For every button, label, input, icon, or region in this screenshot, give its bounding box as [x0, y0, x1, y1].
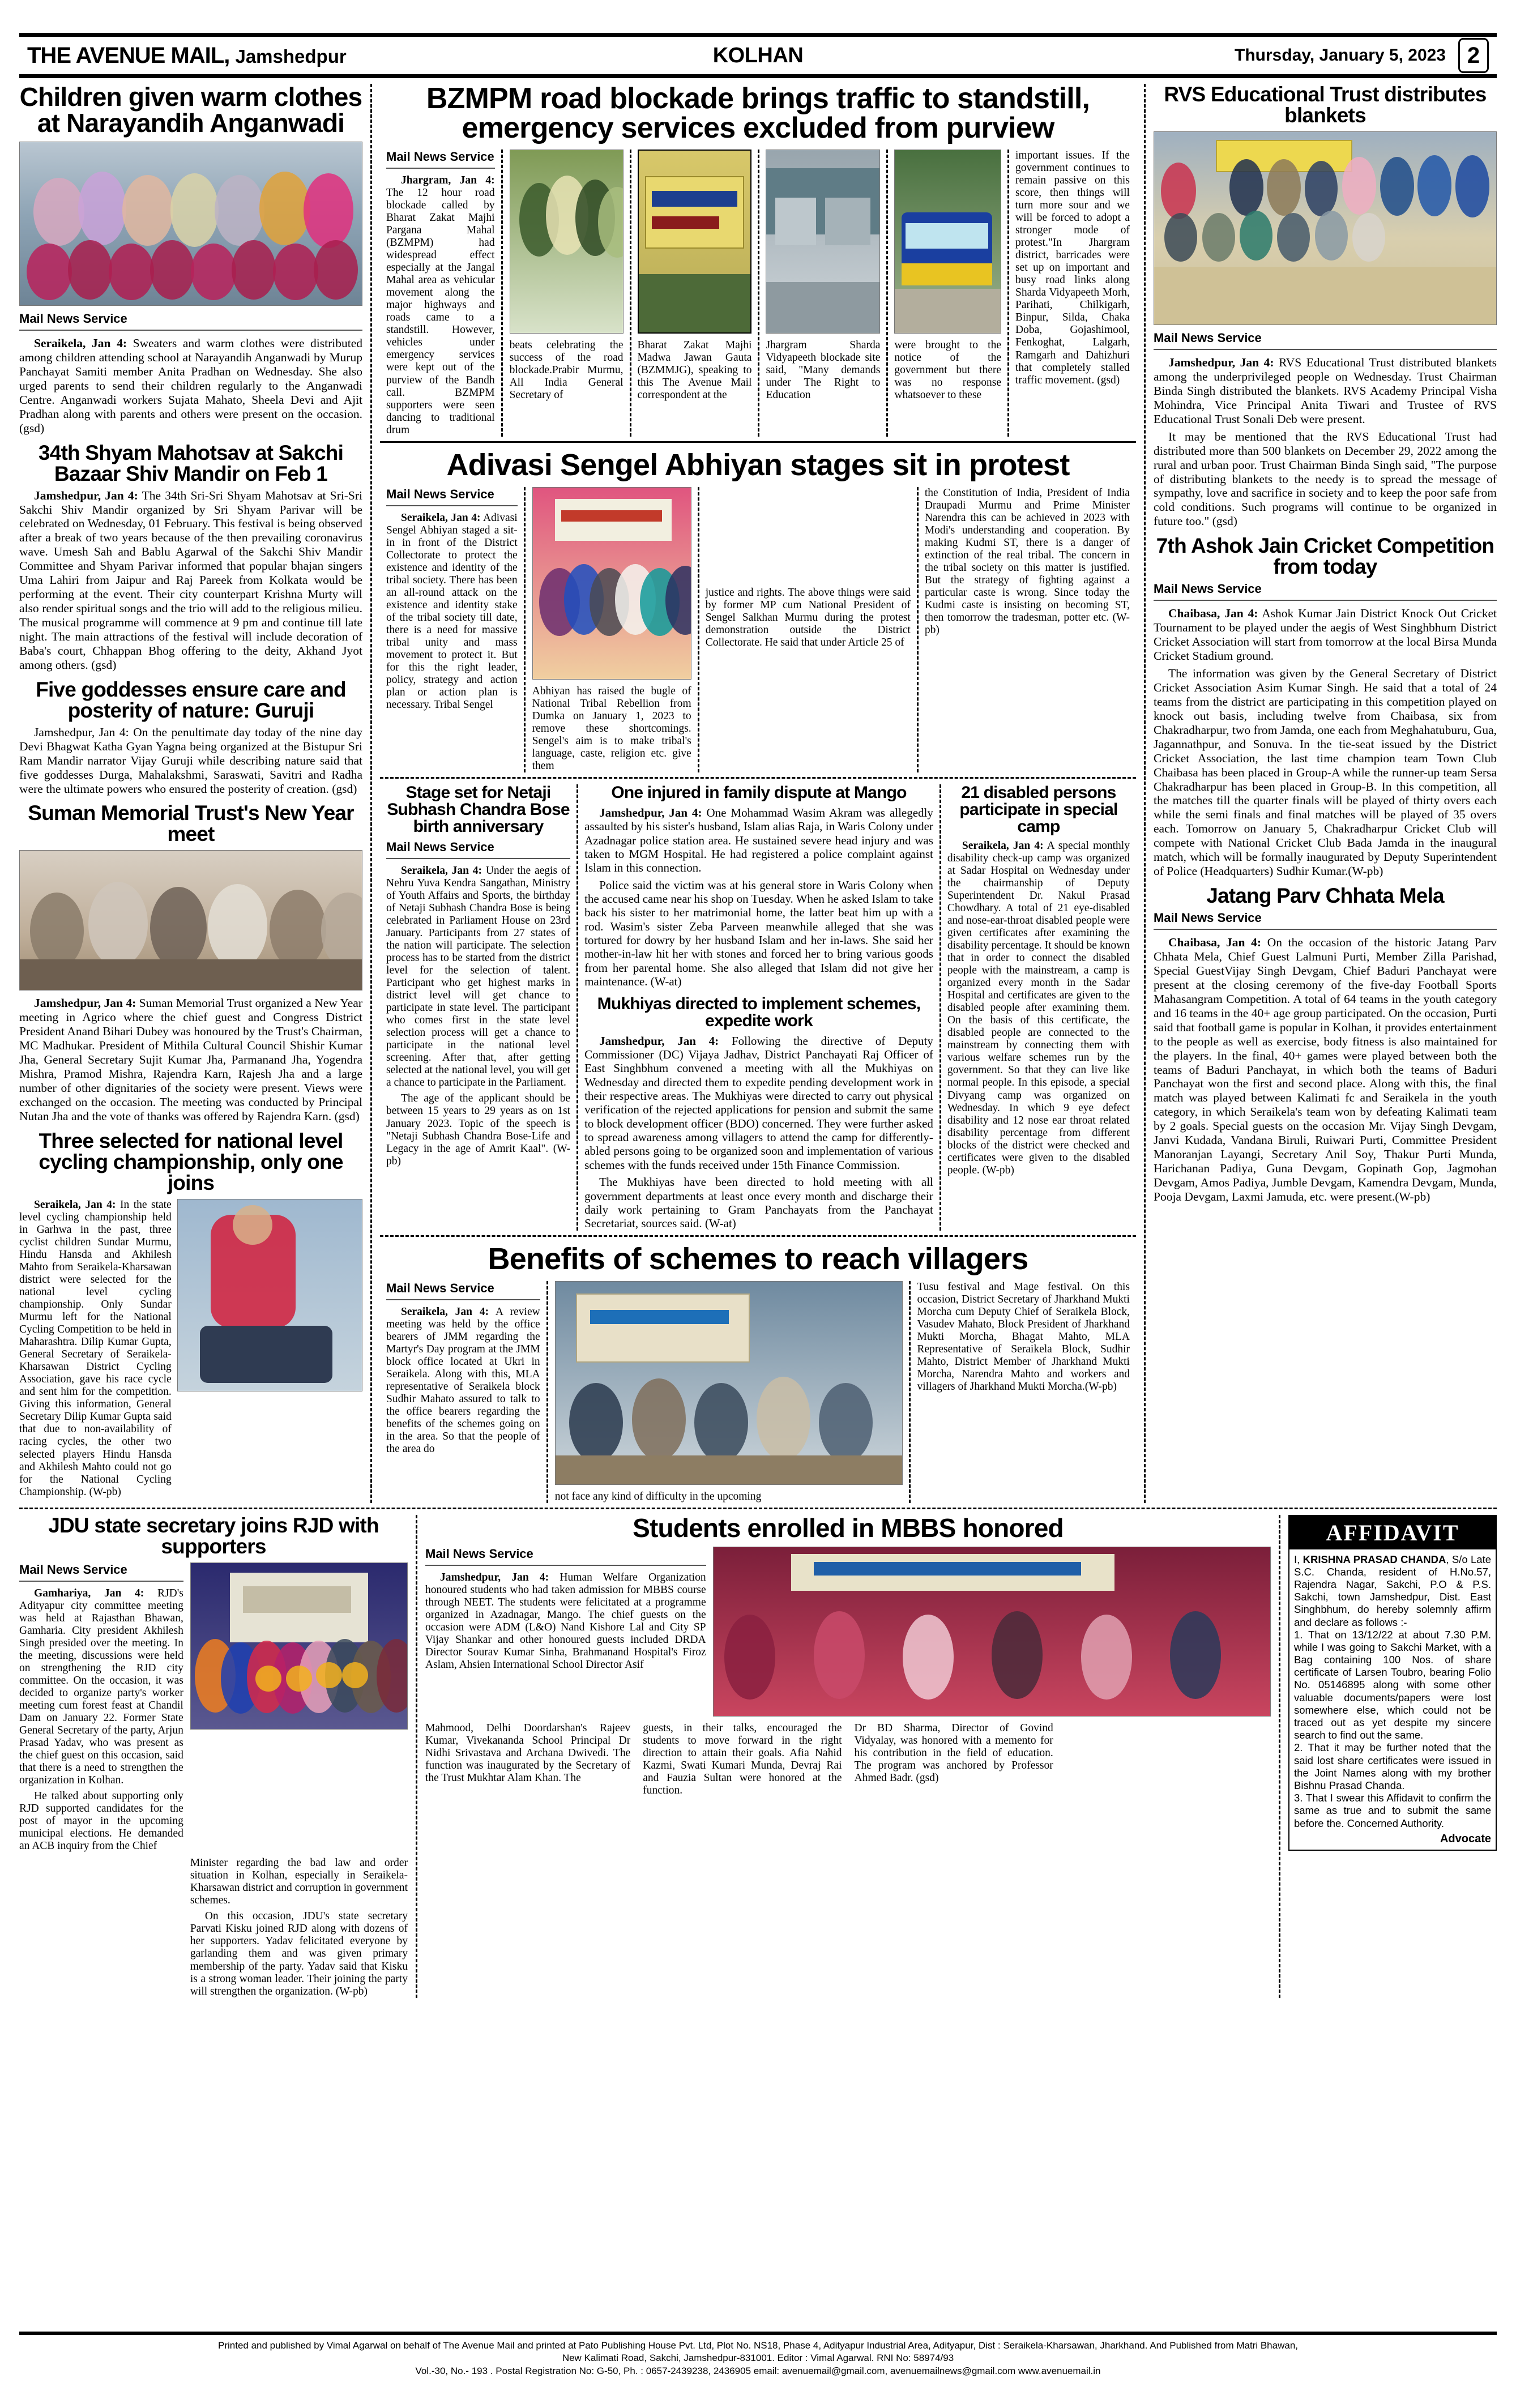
- mbbs-continuation-columns: [425, 1722, 1271, 1797]
- byline-cricket: Mail News Service: [1154, 582, 1262, 596]
- bottom-section: [19, 1508, 1497, 1998]
- headline-cycling: Three selected for national level cycling championship, only one joins: [39, 1129, 343, 1194]
- affidavit-column: [1280, 1515, 1497, 1998]
- body-text: Adivasi Sengel Abhiyan staged a sit-in in front of the District Collectorate to protect the existence and identity of the tribal society. There has been an all-round attack on the existence and identity stake of the tribal society till date, there is a need for massive tribal unity and mass movement to protect it. But for this the right leader, policy, strategy and action plan or action plan is necessary. Tribal Sengel: [386, 511, 518, 711]
- body-text: RVS Educational Trust distributed blankets among the underprivileged people on Wednesday. Trust Chairman Binda Singh distributed the blankets. RVS Academy Principal Visha Mohindra, Vice Principal Anita Tiwari and Trustee of RVS Educational Trust Sonali Deb were present.: [1154, 356, 1497, 426]
- body-benefits-col1: [386, 1306, 540, 1455]
- byline-jdu: Mail News Service: [19, 1562, 127, 1577]
- body-text: One Mohammad Wasim Akram was allegedly assaulted by his sister's husband, Islam alias Raja, in Waris Colony under Azadnagar police station area. He sustained severe head injury and was taken to MGM Hospital. He had registered a police complaint against Islam in this connection.: [584, 805, 933, 875]
- dateline-suman-memorial: Jamshedpur, Jan 4:: [34, 996, 136, 1010]
- body-adivasi-col4: the Constitution of India, President of India Draupadi Murmu and Prime Minister Narendra this can be achieved in 2023 with Modi's understanding and cooperation. By making Kudmi ST, there is a danger of extinction of the real tribal. The concern in the tribal society on this matter is justified. But the strategy of fighting against a particular caste is wrong. Since today the Kudmi caste is insisting on becoming ST, then tomorrow the tradesman, potter etc. (W-pb): [924, 486, 1130, 636]
- body-netaji: [386, 865, 570, 1090]
- masthead: [19, 33, 1497, 78]
- body-text: Under the aegis of Nehru Yuva Kendra Sangathan, Ministry of Youth Affairs and Sports, the birthday of Netaji Subhash Chandra Bose is being celebrated in Parliament House on 23rd January. Participants from 27 states of the nation will participate. The selection process has to be started from the district level for the selection of talent. Participant who get highest marks in district level will get chance to participate in state level. The participant who comes first in the state level selection process will get a chance to participate in the national level screening. After that, after getting selected at the national level, you will get a chance to participate in the Parliament.: [386, 864, 571, 1089]
- byline-adivasi: Mail News Service: [386, 486, 494, 501]
- dateline-warm-clothes: Seraikela, Jan 4:: [34, 336, 127, 350]
- headline-mango-injury: One injured in family dispute at Mango: [611, 783, 907, 802]
- body-shyam-mahotsav: [19, 489, 362, 672]
- body-text: On the penultimate day today of the nine day Devi Bhagwat Katha Gyan Yagna being organized at the Bistupur Sri Ram Mandir narrator Vijay Guruji while describing nature said that five goddesses Durga, Mahalakshmi, Saraswati, Savitri and Radha were the ultimate powers who ensured the posterity of creation. (gsd): [19, 725, 362, 796]
- affidavit-point-1: 1. That on 13/12/22 at about 7.30 P.M. while I was going to Sakchi Market, with a Bag containing 100 Nos. of share certificate of Larsen Toubro, bearing Folio No. 05146895 along with some other valuable documents/papers were lost somewhere else, which could not be traced out as yet despite my sincere search to find out the same.: [1294, 1628, 1491, 1741]
- dateline-rvs: Jamshedpur, Jan 4:: [1168, 356, 1274, 369]
- byline-rule: [386, 1299, 540, 1300]
- body-jdu-col1: [19, 1587, 183, 1787]
- photo-bzmpm-banner: [638, 150, 752, 334]
- dateline-cycling: Seraikela, Jan 4:: [34, 1198, 116, 1211]
- affidavit-point-3: 3. That I swear this Affidavit to confirm the same as true and to submit the same before the. Concerned Authority.: [1294, 1792, 1491, 1829]
- body-mukhiyas-2: The Mukhiyas have been directed to hold meeting with all government departments at least once every month and discharge their daily work pertaining to Gram Panchayats from the Panchayat Secretariat, sources said. (W-at): [584, 1175, 933, 1231]
- jdu-article-block: [19, 1515, 416, 1998]
- affidavit-box: [1288, 1515, 1497, 1851]
- body-jdu-col1b: He talked about supporting only RJD supported candidates for the post of mayor in the upcoming municipal elections. He demanded an ACB inquiry from the Chief: [19, 1790, 183, 1852]
- body-disabled-camp: [947, 840, 1130, 1177]
- headline-benefits: Benefits of schemes to reach villagers: [488, 1241, 1028, 1276]
- body-text: The 34th Sri-Sri Shyam Mahotsav at Sri-Sri Sakchi Shiv Mandir organized by Sri Shyam Parivar will be celebrated on Wednesday, 01 February. This festival is being observed after a break of two years because of the then prevailing coronavirus wave. Umesh Sah and Bablu Agarwal of the Sakchi Shiv Mandir Committee and Shyam Parivar informed that popular bhajan singers Uma Lahiri from Jaipur and Raj Pareek from Kolkata would be performing at the event. Their city counterpart Krishna Murty will also render spiritual songs and the trio will add to the religious milieu. The musical programme will commence at 9 pm and continue till late night. The main attractions of the festival will include decoration of Baba's court, Chhappan Bhog offering to the deity, Akhand Jyot among others. (gsd): [19, 488, 362, 672]
- byline-jatang: Mail News Service: [1154, 911, 1262, 925]
- left-column: [19, 84, 370, 1503]
- headline-adivasi: Adivasi Sengel Abhiyan stages sit in protest: [446, 447, 1070, 482]
- headline-jdu: JDU state secretary joins RJD with supporters: [48, 1513, 379, 1558]
- dateline-cricket: Chaibasa, Jan 4:: [1168, 607, 1258, 621]
- byline-rule: [1154, 600, 1497, 601]
- body-bzmpm-col2: beats celebrating the success of the road blockade.Prabir Murmu, All India General Secretary of: [509, 339, 624, 402]
- dateline-jdu: Gamhariya, Jan 4:: [34, 1587, 144, 1599]
- byline-bzmpm: Mail News Service: [386, 150, 494, 164]
- affidavit-point-2: 2. That it may be further noted that the said lost share certificates were issued in the Joint Names along with my brother Bishnu Prasad Chanda.: [1294, 1741, 1491, 1791]
- photo-blocked-road: [766, 150, 880, 334]
- newspaper-name: THE AVENUE MAIL,: [27, 42, 230, 68]
- headline-warm-clothes: Children given warm clothes at Narayandih Anganwadi: [19, 82, 362, 138]
- body-adivasi-col1: [386, 512, 518, 712]
- body-bzmpm-col1: [386, 174, 495, 437]
- byline-rule: [425, 1565, 706, 1566]
- body-text: Sweaters and warm clothes were distributed among children attending school at Narayandih Anganwadi by Murup Panchayat Samiti member Anita Pradhan on Wednesday. She also urged parents to send their children regularly to the Anganwadi Centre. Anganwadi workers Sujata Mahato, Sheela Devi and Ajit Pradhan along with parents and others were present on the occasion. (gsd): [19, 336, 363, 435]
- body-jdu-col2b: On this occasion, JDU's state secretary Parvati Kisku joined RJD along with dozens of her supporters. Yadav felicitated everyone by garlanding them and was given primary membership of the party. Yadav said that Kisku is a strong woman leader. Their joining the party will strengthen the organization. (W-pb): [190, 1910, 408, 1997]
- photo-bandh-supporters: [510, 150, 624, 334]
- body-jdu-col2: Minister regarding the bad law and order situation in Kolhan, especially in Seraikela-Kharsawan district and corruption in government schemes.: [190, 1857, 408, 1907]
- photo-suman-memorial-meet: [19, 850, 362, 990]
- dateline-benefits: Seraikela, Jan 4:: [401, 1305, 489, 1318]
- body-warm-clothes: [19, 336, 362, 436]
- footer-line-1: Printed and published by Vimal Agarwal on behalf of The Avenue Mail and printed at Pato Publishing House Pvt. Ltd, Plot No. NS18, Phase 4, Adityapur Industrial Area, Adityapur, Dist : Seraikela-Kharsawan, Jharkhand. And Published from Matri Bhawan,: [217, 2339, 1298, 2351]
- dateline-disabled-camp: Seraikela, Jan 4:: [962, 839, 1044, 852]
- headline-shyam-mahotsav: 34th Shyam Mahotsav at Sakchi Bazaar Shiv Mandir on Feb 1: [38, 441, 344, 485]
- affidavit-intro-post: , S/o Late S.C. Chanda, resident of H.No.57, Rajendra Nagar, Sakchi, P.O & P.S. Sakchi, town Jamshedpur, Dist. East Singhbhum, do hereby solemnly affirm and declare as follows :-: [1294, 1553, 1491, 1628]
- masthead-section: KOLHAN: [712, 43, 804, 67]
- adivasi-article-block: [380, 487, 1136, 772]
- affidavit-intro-pre: I,: [1294, 1553, 1300, 1565]
- page-number-badge: 2: [1458, 38, 1489, 73]
- affidavit-signature: Advocate: [1440, 1832, 1491, 1845]
- body-suman-memorial: [19, 996, 362, 1123]
- dateline-netaji: Seraikela, Jan 4:: [401, 864, 482, 877]
- body-netaji-2: The age of the applicant should be between 15 years to 29 years as on 1st January 2023. Topic of the speech is "Netaji Subhash Chandra Bose-Life and Legacy in the age of Amrit Kaal". (W-pb): [386, 1092, 571, 1167]
- body-bzmpm-col6: important issues. If the government continues to remain passive on this score, then things will turn more sour and we will be forced to adopt a stronger mode of protest."In Jhargram district, barricades were set up on important and busy road links along Sharda Vidyapeeth Morh, Parihati, Chilkigarh, Binpur, Silda, Chaka Doba, Gojashimool, Fenkoghat, Lalgarh, Ramgarh and Dahizhuri that completely stalled traffic movement. (gsd): [1015, 150, 1130, 386]
- headline-mukhiyas: Mukhiyas directed to implement schemes, expedite work: [597, 994, 921, 1030]
- affidavit-intro: [1294, 1553, 1491, 1629]
- page-footer: [19, 2332, 1497, 2377]
- dateline-mukhiyas: Jamshedpur, Jan 4:: [599, 1034, 719, 1048]
- body-adivasi-col2: Abhiyan has raised the bugle of National Tribal Rebellion from Dumka on January 1, 2023 to remove these shortcomings. Sengel's aim is to make tribal's language, caste, religion etc. give them: [532, 685, 691, 772]
- body-five-goddesses: [19, 725, 362, 796]
- headline-rvs: RVS Educational Trust distributes blankets: [1164, 83, 1487, 127]
- cycling-article-block: [19, 1199, 362, 1498]
- headline-five-goddesses: Five goddesses ensure care and posterity of nature: Guruji: [36, 677, 346, 722]
- headline-disabled-camp: 21 disabled persons participate in special camp: [959, 783, 1118, 836]
- dateline-mango-injury: Jamshedpur, Jan 4:: [599, 805, 702, 819]
- byline-netaji: Mail News Service: [386, 839, 494, 854]
- dateline-bzmpm: Jhargram, Jan 4:: [401, 174, 495, 186]
- body-cricket-2: The information was given by the General Secretary of District Cricket Association Asim Kumar Singh. He said that a total of 24 teams from the district are participating in this competition played on knock out basis, including twelve from Chaibasa, six from Chakradharpur, two from Jamda, one each from Meghahatuburu, Gua, Jagannathpur, and Sonuva. In the tie-seat issued by the District Cricket Association, the last time champion team Town Club Chaibasa has been placed in Group-A while the runner-up team Sersa Chakradharpur has been placed in Group-B. In this competition, all the matches till the quarter finals will be played of thirty overs each while the semi finals and final matches will be played of 35 overs each. Tomorrow on January 5, Chakradharpur Cricket Club will compete with National Cricket Club Bada Jamda in the inaugural match, which will be formally inaugurated by Deputy Superintendent of Police (Headquarters) Sudhir Kumar.(W-pb): [1154, 667, 1497, 878]
- byline-rule: [1154, 349, 1497, 350]
- affidavit-deponent-name: KRISHNA PRASAD CHANDA: [1303, 1553, 1446, 1565]
- bzmpm-article-block: [380, 150, 1136, 437]
- body-cricket: [1154, 607, 1497, 663]
- byline-rule: [19, 1581, 183, 1582]
- affidavit-title: AFFIDAVIT: [1289, 1516, 1496, 1549]
- body-text: On the occasion of the historic Jatang Parv Chhata Mela, Chief Guest Lalmuni Purti, Member Zilla Parishad, Special GuestVijay Singh Devgam, Chief Baduri Panchayat were present at the closing ceremony of the five-day Football Sports Mahasangram Competition. A total of 64 teams in the youth category and 16 teams in the 40+ age group participated. On the occasion, Purti said that football game is popular in Kolhan, it provides entertainment to the people as well as exercise, body fitness is also maintained for the players. In the final, 40+ games were played between both the teams of Baduri Panchayat, in which both the teams of Baduri Panchayat won the first and second place. Along with this, the final match was played between Kalimati fc and Seraikela in the youth category, in which Seraikela's team won by defeating Kalimati team by 2 goals. Special guests on the occasion Mr. Vijay Singh Devgam, Janvi Kudada, Vandana Biruli, Ruiwari Purti, Committee President Manoranjan Layangi, Secretary Anil Soy, Thakur Purti Munda, Harichanan Padiya, Guna Devgam, Gopinath Gop, Jagmohan Devgam, Amos Padiya, Jumble Devgam, Kamendra Devgam, Munda, Pooja Devgam, Laxmi Jamuda, etc. were present.(W-pb): [1154, 936, 1497, 1203]
- byline-mbbs: Mail News Service: [425, 1546, 533, 1561]
- photo-rjd-meeting: [190, 1562, 408, 1730]
- body-mbbs-col4: Dr BD Sharma, Director of Govind Vidyalay, was honored with a memento for his contribution in the field of education. The program was anchored by Professor Ahmed Badr. (gsd): [854, 1722, 1053, 1784]
- body-jatang: [1154, 936, 1497, 1204]
- masthead-city: Jamshedpur: [235, 45, 347, 67]
- headline-mbbs: Students enrolled in MBBS honored: [633, 1513, 1064, 1543]
- body-mbbs-col2: Mahmood, Delhi Doordarshan's Rajeev Kumar, Vivekananda School Principal Dr Nidhi Srivastava and Archana Dwivedi. The function was inaugurated by the Secretary of the Trust Mukhtar Alam Khan. The: [425, 1722, 631, 1784]
- photo-sengel-protest: [532, 487, 691, 680]
- byline-rule: [386, 858, 570, 859]
- byline-warm-clothes: Mail News Service: [19, 311, 127, 326]
- footer-rule: [19, 2332, 1497, 2335]
- affidavit-body: [1289, 1549, 1496, 1850]
- body-cycling-col1: [19, 1199, 172, 1498]
- body-mbbs-col3: guests, in their talks, encouraged the students to move forward in the right direction to attain their goals. Afia Nahid Kazmi, Swati Kumari Munda, Devraj Rai and Fauzia Sultan were honored at the function.: [643, 1722, 842, 1796]
- footer-line-2: New Kalimati Road, Sakchi, Jamshedpur-831001. Editor : Vimal Agarwal. RNI No: 58974/93: [562, 2353, 954, 2364]
- dateline-mbbs: Jamshedpur, Jan 4:: [440, 1571, 549, 1583]
- photo-rvs-blanket-distribution: [1154, 131, 1497, 325]
- body-benefits-col3: Tusu festival and Mage festival. On this occasion, District Secretary of Jharkhand Mukti Morcha cum Deputy Chief of Seraikela Block, Vasudev Mahato, Block President of Jharkhand Mukti Morcha, Bhagat Mahto, MLA Representative of Seraikela Block, Sudhir Mahto, District Member of Jharkhand Mukti Morcha, Narendra Mahto and workers and villagers of Jharkhand Mukti Morcha.(W-pb): [917, 1280, 1130, 1393]
- dateline-jatang: Chaibasa, Jan 4:: [1168, 936, 1262, 950]
- newspaper-page: [0, 33, 1516, 2408]
- headline-bzmpm: BZMPM road blockade brings traffic to standstill, emergency services excluded from purview: [426, 82, 1090, 144]
- body-mango-injury: [584, 806, 933, 875]
- body-mbbs-col1: [425, 1572, 706, 1671]
- body-text: Suman Memorial Trust organized a New Year meeting in Agrico where the chief guest and Congress District President Anand Bihari Dubey was honoured by the Trust's Chairman, MC Madhukar. President of Mithila Cultural Council Shishir Kumar Jha, General Secretary Sujit Kumar Jha, Parmanand Jha, Yogendra Mishra, Pramod Mishra, Rajendra Karn, Rajesh Jha and a large number of other dignitaries of the society were present. Views were exchanged on the occasion. The meeting was conducted by Principal Nutan Jha and the vote of thanks was offered by Rajendra Karn. (gsd): [19, 996, 363, 1123]
- body-text: Ashok Kumar Jain District Knock Out Cricket Tournament to be played under the aegis of West Singhbhum District Cricket Association will start from tomorrow at the local Birsa Munda Cricket Stadium ground.: [1154, 607, 1497, 663]
- byline-rule: [19, 330, 362, 331]
- three-story-row: [380, 784, 1136, 1231]
- byline-rule: [1154, 929, 1497, 930]
- byline-benefits: Mail News Service: [386, 1280, 494, 1295]
- body-mango-injury-2: Police said the victim was at his general store in Waris Colony when the accused came near his shop on Tuesday. When he asked Islam to take back his sister to her matrimonial home, the latter beat him up with a rod. Wasim's sister Zeba Parveen meanwhile alleged that she was tortured for dowry by her husband Islam and her in-laws. She said her mother-in-law hit her with stones and forced her to bring various goods from her parental home. She also alleged that Islam did not give her maintenance. (W-at): [584, 878, 933, 989]
- photo-cyclist: [177, 1199, 362, 1391]
- byline-rvs: Mail News Service: [1154, 331, 1262, 345]
- footer-line-3: Vol.-30, No.- 193 . Postal Registration No: G-50, Ph. : 0657-2439238, 2436905 email: avenuemail@gmail.com, avenuemailnews@gmail.com www.avenuemail.in: [415, 2365, 1101, 2376]
- middle-column: [370, 84, 1146, 1503]
- dateline-five-goddesses: Jamshedpur, Jan 4:: [34, 725, 129, 739]
- byline-rule: [386, 168, 495, 169]
- dateline-shyam-mahotsav: Jamshedpur, Jan 4:: [34, 488, 138, 502]
- mbbs-article-block: [416, 1515, 1280, 1998]
- dateline-adivasi: Seraikela, Jan 4:: [401, 511, 481, 524]
- body-text: A review meeting was held by the office bearers of JMM regarding the Martyr's Day program at the JMM block office located at Ukri in Seraikela. Along with this, MLA representative of Seraikela block Sudhir Mahato assured to talk to the office bearers regarding the benefits of the schemes going on in the area. So that the people of the area do: [386, 1305, 540, 1455]
- body-bzmpm-col5: were brought to the notice of the government but there was no response whatsoever to these: [894, 339, 1001, 402]
- body-bzmpm-col4: Jhargram Sharda Vidyapeeth blockade site said, "Many demands under The Right to Education: [766, 339, 881, 402]
- body-text: A special monthly disability check-up camp was organized at Sadar Hospital on Wednesday under the chairmanship of Deputy Superintendent Dr. Nakul Prasad Chowdhary. A total of 21 eye-disabled and nose-ear-throat disabled people were given certificates after examining the disability percentage. It should be known that in order to connect the disabled people with the mainstream, a camp is organized every month in the Sadar Hospital and certificates are given to the disabled people after examining them. On the basis of this certificate, the disabled people are connected to the mainstream by connecting them with various welfare schemes run by the government. So that they can live like normal people. In this episode, a special Divyang camp was organized on Wednesday. In which 9 eye defect disability and 12 nose ear throat related disability percentage from different blocks of the district were checked and certificates were given to the disabled people. (W-pb): [947, 839, 1130, 1176]
- photo-anganwadi-children: [19, 142, 362, 306]
- body-text: Following the directive of Deputy Commissioner (DC) Vijaya Jadhav, District Panchayati Raj Officer of East Singhbhum convened a meeting with all the Mukhiyas on Wednesday and directed them to expedite pending development work in their respective areas. The Mukhiyas were directed to carry out physical verification of the rejected applications for pension and submit the same to block development officer (BDO) concerned. They were further asked to spread awareness among villagers to attend the camp for differently-abled persons going to be organized soon and implementation of various schemes with the funds received under 15th Finance Commission.: [584, 1034, 933, 1172]
- body-text: The 12 hour road blockade called by Bharat Zakat Majhi Pargana Mahal (BZMPM) had widespread effect especially at the Jangal Mahal area as vehicular movement along the major highways and roads came to a standstill. However, vehicles under emergency services were kept out of the purview of the Bandh call. BZMPM supporters were seen dancing to traditional drum: [386, 187, 495, 436]
- headline-netaji: Stage set for Netaji Subhash Chandra Bose birth anniversary: [387, 783, 570, 836]
- body-text: RJD's Adityapur city committee meeting was held at Rajasthan Bhawan, Gamharia. City president Akhilesh Singh presided over the meeting. In the meeting, discussions were held on strengthening the RJD city committee. On the occasion, it was decided to organize party's worker meeting cum forest feast at Chandil Dam on January 22. Former State General Secretary of the party, Arjun Prasad Yadav, who was present as the chief guest on this occasion, said that there is a need to strengthen the organization in Kolhan.: [19, 1587, 183, 1787]
- photo-jmm-meeting: [555, 1281, 903, 1485]
- headline-jatang: Jatang Parv Chhata Mela: [1206, 884, 1444, 908]
- benefits-article-block: [380, 1281, 1136, 1503]
- headline-suman-memorial: Suman Memorial Trust's New Year meet: [28, 801, 354, 846]
- body-text: Human Welfare Organization honoured students who had taken admission for MBBS course through NEET. The students were felicitated at a programme organized in Azadnagar, Mango. The chief guests on the occasion were ADM (L&O) Nand Kishore Lal and City SP Vijay Shankar and other honoured guests included DRDA Director Sourav Kumar Sinha, Brahmanand Hospital's Firoz Aslam, Ahsien International School Director Asif: [425, 1571, 706, 1671]
- masthead-date: Thursday, January 5, 2023: [1235, 46, 1446, 65]
- headline-cricket: 7th Ashok Jain Cricket Competition from today: [1156, 534, 1494, 579]
- body-benefits-col2: not face any kind of difficulty in the upcoming: [554, 1490, 762, 1502]
- right-column: [1146, 84, 1497, 1503]
- photo-parked-bus: [894, 150, 1001, 334]
- body-rvs: [1154, 356, 1497, 426]
- body-mukhiyas: [584, 1034, 933, 1172]
- body-rvs-2: It may be mentioned that the RVS Educational Trust had distributed more than 500 blankets on December 29, 2022 among the rural and urban poor. Trust Chairman Binda Singh said, "The purpose of distributing blankets to the needy is to spread the message of sympathy, love and sacrifice in society and to keep the poor safe from cold conditions. Such programs will continue to be organized in future too." (gsd): [1154, 429, 1497, 528]
- byline-rule: [386, 505, 518, 506]
- body-adivasi-col3: justice and rights. The above things were said by former MP cum National President of Sengel Salkhan Murmu during the protest demonstration outside the District Collectorate. He said that under Article 25 of: [705, 586, 911, 648]
- body-bzmpm-col3: Bharat Zakat Majhi Madwa Jawan Gauta (BZMMJG), speaking to this The Avenue Mail correspondent at the: [637, 339, 752, 402]
- body-text: In the state level cycling championship held in Garhwa in the past, three cyclist children Sundar Murmu, Hindu Hansda and Akhilesh Mahto from Seraikela-Kharsawan district were selected for the national level cycling championship. Only Sundar Murmu left for the National Cycling Competition to be held in Maharashtra. Dilip Kumar Gupta, General Secretary of Seraikela-Kharsawan District Cycling Association, gave his race cycle and sent him for the competition. Giving this information, General Secretary Dilip Kumar Gupta said that due to non-availability of racing cycles, the other two selected players Hindu Hansda and Akhilesh Mahto could not go for the National Cycling Championship. (W-pb): [19, 1198, 172, 1498]
- photo-mbbs-felicitation: [713, 1547, 1271, 1717]
